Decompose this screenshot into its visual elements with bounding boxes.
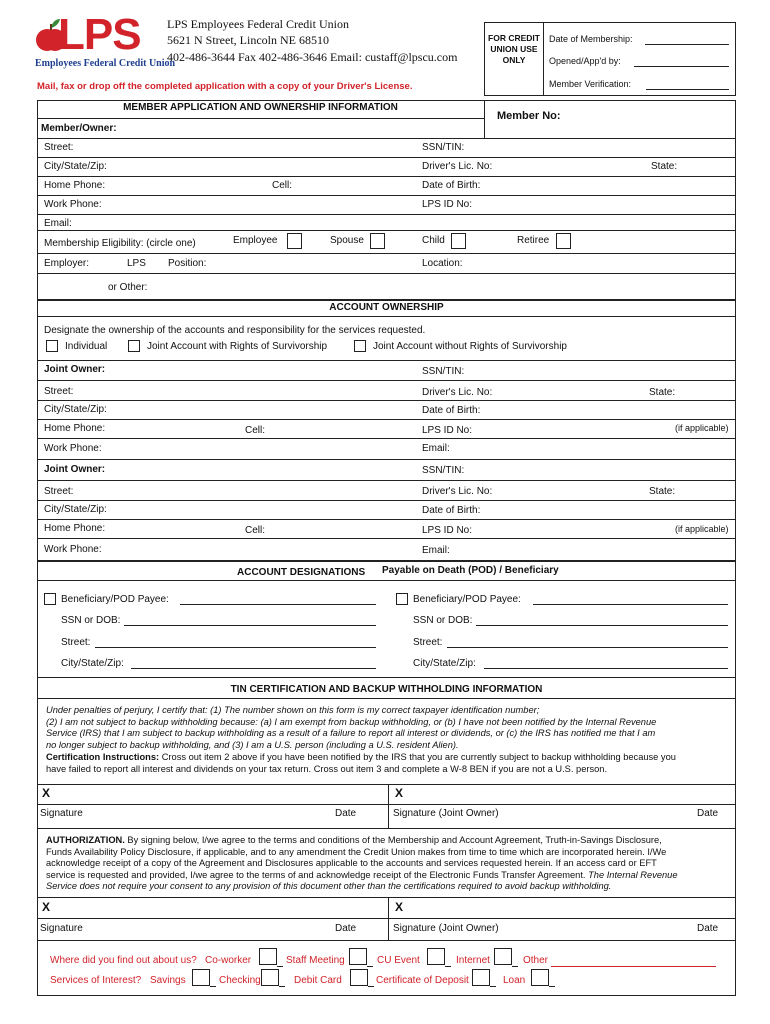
joint-owner-1-home-phone: Home Phone: bbox=[44, 423, 106, 434]
auth-signature-x-1: X bbox=[42, 900, 51, 914]
auth-joint-date-label: Date bbox=[697, 923, 719, 934]
beneficiary-1-field[interactable] bbox=[180, 604, 376, 605]
eligibility-child-checkbox[interactable] bbox=[451, 233, 466, 249]
opened-by-label: Opened/App'd by: bbox=[549, 56, 621, 66]
auth-date-label: Date bbox=[335, 923, 357, 934]
joint-owner-2-work-phone: Work Phone: bbox=[44, 544, 102, 555]
joint-owner-1-if-applicable: (if applicable) bbox=[675, 423, 729, 433]
joint-owner-1-street: Street: bbox=[44, 386, 74, 397]
member-section-title: MEMBER APPLICATION AND OWNERSHIP INFORMATION bbox=[123, 102, 398, 113]
cert-instructions-label: Certification Instructions: bbox=[46, 752, 160, 762]
eligibility-retiree-checkbox[interactable] bbox=[556, 233, 571, 249]
joint-owner-2-label: Joint Owner: bbox=[44, 464, 106, 475]
member-section-box bbox=[37, 100, 736, 300]
where-staff-meeting-label: Staff Meeting bbox=[286, 955, 345, 966]
tin-line-2: (2) I am not subject to backup withholding because: (a) I am exempt from backup withholding, or (b) I have not been notified by the Internal Revenue bbox=[46, 716, 657, 727]
opened-by-field[interactable] bbox=[634, 66, 729, 67]
beneficiary-1-ssn-field[interactable] bbox=[124, 625, 376, 626]
service-debit-card-label: Debit Card bbox=[294, 975, 342, 986]
joint-owner-2-ssn: SSN/TIN: bbox=[422, 465, 465, 476]
beneficiary-2-checkbox[interactable] bbox=[396, 593, 408, 605]
ownership-individual-checkbox[interactable] bbox=[46, 340, 58, 352]
joint-owner-1-state: State: bbox=[649, 387, 676, 398]
joint-owner-1-dob: Date of Birth: bbox=[422, 405, 481, 416]
tin-line-3: Service (IRS) that I am subject to backup withholding as a result of a failure to report all interest or dividends, or (c) the IRS has notified me that I am bbox=[46, 728, 656, 739]
where-internet-checkbox[interactable] bbox=[494, 948, 512, 965]
member-owner-label: Member/Owner: bbox=[41, 123, 117, 134]
service-loan-label: Loan bbox=[503, 975, 526, 986]
member-state-label: State: bbox=[651, 161, 678, 172]
member-home-phone-label: Home Phone: bbox=[44, 180, 106, 191]
member-verification-field[interactable] bbox=[646, 89, 729, 90]
beneficiary-1-ssn: SSN or DOB: bbox=[61, 615, 121, 626]
cert-instructions-line-2: have failed to report all interest and dividends on your tax return. Cross out item 3 and complete a W-8 BEN if you are not a U.S. person. bbox=[46, 763, 608, 774]
beneficiary-2-city: City/State/Zip: bbox=[413, 658, 476, 669]
ownership-joint-without-label: Joint Account without Rights of Survivorship bbox=[373, 341, 567, 352]
beneficiary-2-label: Beneficiary/POD Payee: bbox=[413, 594, 521, 605]
beneficiary-2-street-field[interactable] bbox=[447, 647, 728, 648]
authorization-line-4: service is requested and provided, I/we agree to the terms of and acknowledge receipt of the Electronic Funds Transfer Agreement. bbox=[46, 869, 589, 880]
date-of-membership-field[interactable] bbox=[645, 44, 729, 45]
service-cd-checkbox[interactable] bbox=[472, 969, 490, 986]
logo-text: LPS bbox=[58, 10, 141, 59]
eligibility-label: Membership Eligibility: (circle one) bbox=[44, 238, 196, 249]
joint-owner-1-box bbox=[37, 361, 736, 561]
tin-line-4: no longer subject to backup withholding, and (3) I am a U.S. person (including a U.S. resident Alien). bbox=[46, 739, 459, 750]
beneficiary-2-city-field[interactable] bbox=[484, 668, 728, 669]
joint-owner-1-work-phone: Work Phone: bbox=[44, 443, 102, 454]
joint-owner-2-home-phone: Home Phone: bbox=[44, 523, 106, 534]
beneficiary-1-street: Street: bbox=[61, 637, 91, 648]
or-other-label: or Other: bbox=[108, 282, 148, 293]
auth-joint-signature-label: Signature (Joint Owner) bbox=[393, 923, 499, 934]
eligibility-child: Child bbox=[422, 235, 445, 246]
service-loan-checkbox[interactable] bbox=[531, 969, 549, 986]
employer-label: Employer: bbox=[44, 258, 90, 269]
auth-signature-x-2: X bbox=[395, 900, 404, 914]
joint-owner-2-license: Driver's Lic. No: bbox=[422, 486, 493, 497]
authorization-line-5: Service does not require your consent to any provision of this document other than the certifications required to avoid backup withholding. bbox=[46, 881, 612, 892]
member-email-label: Email: bbox=[44, 218, 72, 229]
where-internet-label: Internet bbox=[456, 955, 490, 966]
position-label: Position: bbox=[168, 258, 207, 269]
member-dob-label: Date of Birth: bbox=[422, 180, 481, 191]
member-ssn-label: SSN/TIN: bbox=[422, 142, 465, 153]
member-work-phone-label: Work Phone: bbox=[44, 199, 102, 210]
designations-subtitle: Payable on Death (POD) / Beneficiary bbox=[382, 565, 559, 576]
member-verification-label: Member Verification: bbox=[549, 79, 632, 89]
services-label: Services of Interest? bbox=[50, 975, 142, 986]
joint-owner-1-ssn: SSN/TIN: bbox=[422, 366, 465, 377]
joint-owner-1-email: Email: bbox=[422, 443, 450, 454]
eligibility-employee: Employee bbox=[233, 235, 278, 246]
where-other-field[interactable] bbox=[551, 966, 716, 967]
tin-signature-label: Signature bbox=[40, 808, 83, 819]
org-name: LPS Employees Federal Credit Union bbox=[167, 17, 349, 31]
tin-title: TIN CERTIFICATION AND BACKUP WITHHOLDING INFORMATION bbox=[230, 684, 543, 695]
submission-instructions: Mail, fax or drop off the completed application with a copy of your Driver's License. bbox=[37, 81, 413, 92]
beneficiary-1-city: City/State/Zip: bbox=[61, 658, 124, 669]
service-savings-label: Savings bbox=[150, 975, 186, 986]
tin-signature-x-2: X bbox=[395, 786, 404, 800]
member-lps-id-label: LPS ID No: bbox=[422, 199, 473, 210]
service-checking-label: Checking bbox=[219, 975, 261, 986]
beneficiary-2-field[interactable] bbox=[533, 604, 728, 605]
beneficiary-1-label: Beneficiary/POD Payee: bbox=[61, 594, 169, 605]
cert-instructions-line-1: Cross out item 2 above if you have been notified by the IRS that you are currently subject to backup withholding because you bbox=[159, 752, 676, 762]
member-city-label: City/State/Zip: bbox=[44, 161, 107, 172]
member-cell-label: Cell: bbox=[272, 180, 293, 191]
where-cu-event-checkbox[interactable] bbox=[427, 948, 445, 965]
tin-joint-signature-label: Signature (Joint Owner) bbox=[393, 808, 499, 819]
employer-lps: LPS bbox=[127, 258, 146, 269]
ownership-designate-text: Designate the ownership of the accounts and responsibility for the services requested. bbox=[44, 325, 426, 336]
office-use-label: FOR CREDIT UNION USE ONLY bbox=[488, 33, 540, 65]
eligibility-spouse: Spouse bbox=[330, 235, 364, 246]
joint-owner-2-email: Email: bbox=[422, 545, 450, 556]
joint-owner-2-street: Street: bbox=[44, 486, 74, 497]
tin-joint-date-label: Date bbox=[697, 808, 719, 819]
authorization-line-4-italic: The Internal Revenue bbox=[588, 869, 678, 880]
beneficiary-1-street-field[interactable] bbox=[95, 647, 376, 648]
where-staff-meeting-checkbox[interactable] bbox=[349, 948, 367, 965]
auth-signature-label: Signature bbox=[40, 923, 83, 934]
tin-line-1: Under penalties of perjury, I certify that: (1) The number shown on this form is my correct taxpayer identification number; bbox=[46, 705, 540, 715]
beneficiary-2-street: Street: bbox=[413, 637, 443, 648]
joint-owner-1-license: Driver's Lic. No: bbox=[422, 387, 493, 398]
tin-signature-line[interactable] bbox=[37, 804, 736, 805]
logo-subtitle: Employees Federal Credit Union bbox=[35, 58, 176, 69]
where-coworker-checkbox[interactable] bbox=[259, 948, 277, 965]
designations-title: ACCOUNT DESIGNATIONS bbox=[237, 567, 366, 578]
joint-owner-2-cell: Cell: bbox=[245, 525, 266, 536]
ownership-joint-without-checkbox[interactable] bbox=[354, 340, 366, 352]
tin-signature-x-1: X bbox=[42, 786, 51, 800]
where-other-label: Other bbox=[523, 955, 549, 966]
eligibility-employee-checkbox[interactable] bbox=[287, 233, 302, 249]
service-cd-label: Certificate of Deposit bbox=[376, 975, 469, 986]
joint-owner-2-lps-id: LPS ID No: bbox=[422, 525, 473, 536]
beneficiary-1-checkbox[interactable] bbox=[44, 593, 56, 605]
authorization-label: AUTHORIZATION. bbox=[46, 835, 125, 845]
beneficiary-1-city-field[interactable] bbox=[131, 668, 376, 669]
joint-owner-1-cell: Cell: bbox=[245, 425, 266, 436]
date-of-membership-label: Date of Membership: bbox=[549, 34, 633, 44]
service-debit-card-checkbox[interactable] bbox=[350, 969, 368, 986]
ownership-joint-with-label: Joint Account with Rights of Survivorship bbox=[147, 341, 328, 352]
authorization-line-2: Funds Availability Policy Disclosure, if applicable, and to any amendment the Credit Union makes from time to time which are incorporated herein. I/We bbox=[46, 846, 667, 857]
beneficiary-2-ssn-field[interactable] bbox=[476, 625, 728, 626]
beneficiary-2-ssn: SSN or DOB: bbox=[413, 615, 473, 626]
member-license-label: Driver's Lic. No: bbox=[422, 161, 493, 172]
where-found-label: Where did you find out about us? bbox=[50, 955, 197, 966]
where-coworker-label: Co-worker bbox=[205, 955, 252, 966]
designations-box bbox=[37, 561, 736, 678]
ownership-individual-label: Individual bbox=[65, 341, 108, 352]
authorization-line-3: acknowledge receipt of a copy of the Agreement and Disclosures applicable to the accounts and services requested herein. If an access card or EFT bbox=[46, 858, 657, 869]
joint-owner-2-state: State: bbox=[649, 486, 676, 497]
joint-owner-1-label: Joint Owner: bbox=[44, 364, 106, 375]
joint-owner-1-lps-id: LPS ID No: bbox=[422, 425, 473, 436]
where-cu-event-label: CU Event bbox=[377, 955, 420, 966]
org-contact: 402-486-3644 Fax 402-486-3646 Email: custaff@lpscu.com bbox=[167, 50, 458, 64]
eligibility-spouse-checkbox[interactable] bbox=[370, 233, 385, 249]
service-savings-checkbox[interactable] bbox=[192, 969, 210, 986]
ownership-title: ACCOUNT OWNERSHIP bbox=[329, 302, 444, 313]
member-no-label: Member No: bbox=[497, 110, 561, 122]
location-label: Location: bbox=[422, 258, 463, 269]
footer-box bbox=[37, 941, 736, 996]
joint-owner-2-city: City/State/Zip: bbox=[44, 504, 107, 515]
eligibility-retiree: Retiree bbox=[517, 235, 550, 246]
joint-owner-2-if-applicable: (if applicable) bbox=[675, 524, 729, 534]
authorization-line-1: By signing below, I/we agree to the terms and conditions of the Membership and Account Agreement, Truth-in-Savings Disclosure, bbox=[124, 835, 662, 845]
joint-owner-2-dob: Date of Birth: bbox=[422, 505, 481, 516]
member-street-label: Street: bbox=[44, 142, 74, 153]
tin-date-label: Date bbox=[335, 808, 357, 819]
org-address: 5621 N Street, Lincoln NE 68510 bbox=[167, 33, 329, 47]
joint-owner-1-city: City/State/Zip: bbox=[44, 404, 107, 415]
auth-signature-line[interactable] bbox=[37, 918, 736, 919]
service-checking-checkbox[interactable] bbox=[261, 969, 279, 986]
ownership-joint-with-checkbox[interactable] bbox=[128, 340, 140, 352]
